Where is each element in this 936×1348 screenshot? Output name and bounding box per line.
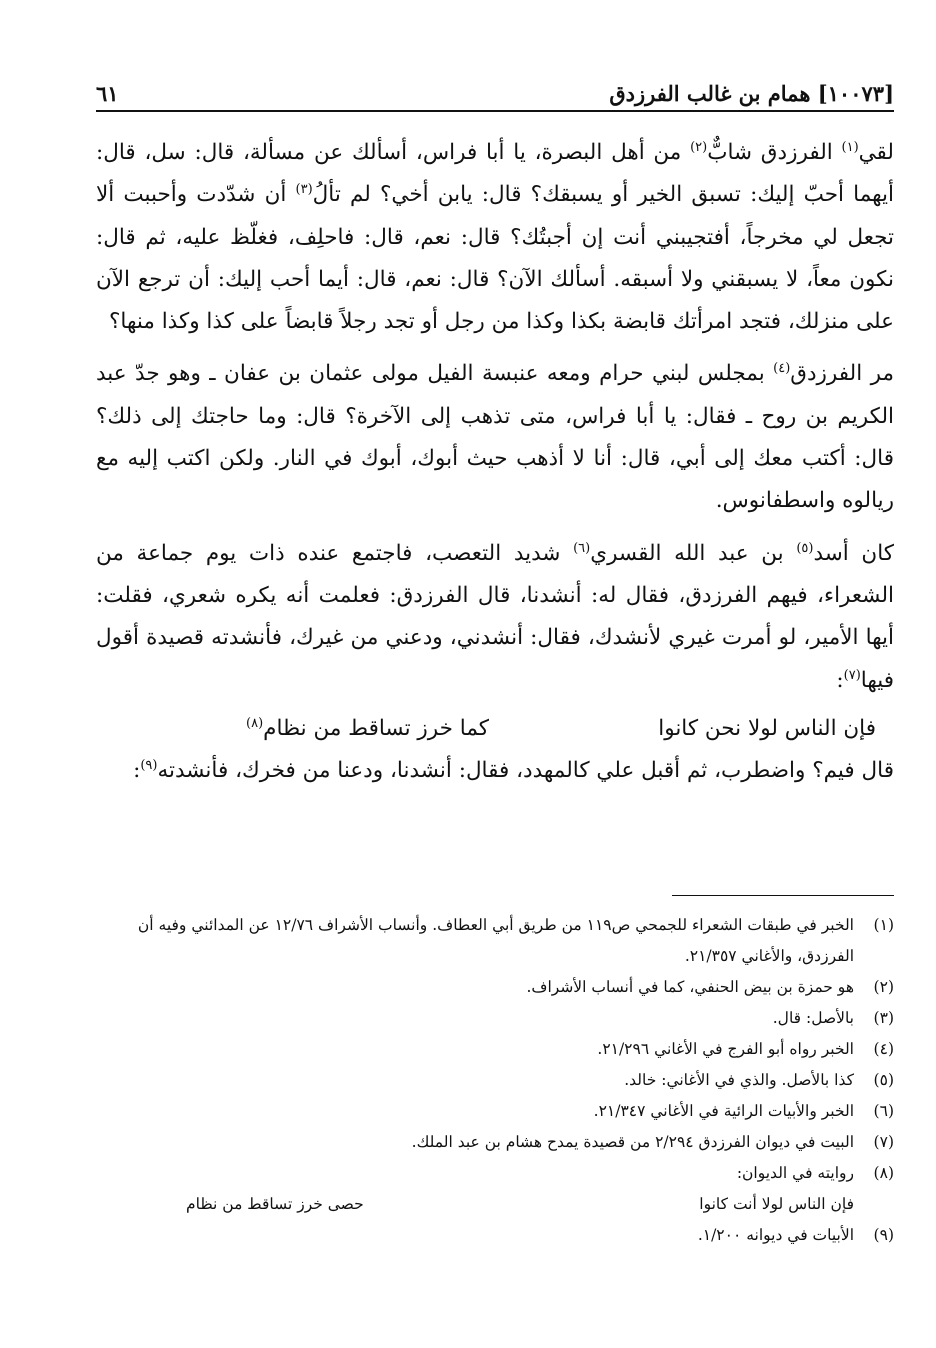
- footnote-verse-first: فإن الناس لولا أنت كانوا: [699, 1195, 854, 1213]
- footnote-ref: (٤): [773, 361, 791, 377]
- footnote-number: (٩): [873, 1226, 894, 1244]
- text-run: لقي: [858, 140, 894, 165]
- footnote-ref: (٨): [246, 715, 264, 731]
- footnote-ref: (٧): [843, 667, 861, 683]
- footnote: [96, 1034, 894, 1065]
- footnote-number: (٤): [873, 1040, 894, 1058]
- footnote-number: (٧): [873, 1133, 894, 1151]
- footnote-number: (٦): [873, 1102, 894, 1120]
- text-run: بن عبد الله القسري: [590, 540, 797, 566]
- header-title: [١٠٠٧٣] همام بن غالب الفرزدق: [609, 81, 894, 106]
- footnote-ref: (٥): [796, 540, 814, 556]
- verse-line: [96, 708, 894, 750]
- verse-second-hemistich: [246, 708, 489, 750]
- verse-second-text: كما خرز تساقط من نظام: [263, 715, 489, 741]
- footnote-ref: (٩): [140, 757, 158, 773]
- footnote: [96, 910, 894, 972]
- footnote-verse-second: حصى خرز تساقط من نظام: [186, 1195, 364, 1213]
- footnote-text: الخبر والأبيات الرائية في الأغاني ٢١/٣٤٧.: [593, 1102, 854, 1120]
- text-run: شديد التعصب، فاجتمع عنده ذات يوم جماعة من الشعراء، فيهم الفرزدق، فقال له: أنشدنا، قال الفرزدق: فعلمت أنه يكره شعري، فقلت: أيها الأمير، لو أمرت غيري لأنشدك، فقال: أنشدني، ودعني من غيرك، فأنشدته قصيدة أقول فيها: [96, 540, 894, 693]
- footnote-number: (٢): [873, 978, 894, 996]
- footnote-ref: (٦): [573, 540, 591, 556]
- page-number: ٦١: [96, 81, 119, 106]
- closing-paragraph: [96, 750, 894, 792]
- footnote: [96, 1158, 894, 1189]
- text-run: بمجلس لبني حرام ومعه عنبسة الفيل مولى عثمان بن عفان ـ وهو جدّ عبد الكريم بن روح ـ فقال: يا أبا فراس، متى تذهب إلى الآخرة؟ قال: وما حاجتك إلى ذلك؟ قال: أكتب معك إلى أبي، قال: أنا لا أذهب حيث أبوك، أبوك في النار. ولكن اكتب إليه مع ريالوه واسطفانوس.: [96, 361, 894, 514]
- footnote-text: البيت في ديوان الفرزدق ٢/٢٩٤ من قصيدة يمدح هشام بن عبد الملك.: [411, 1133, 854, 1151]
- text-run: كان أسد: [813, 540, 894, 566]
- text-run: الفرزدق شابٌّ: [707, 140, 842, 165]
- footnote-text: كذا بالأصل. والذي في الأغاني: خالد.: [624, 1071, 854, 1089]
- text-run: قال فيم؟ واضطرب، ثم أقبل علي كالمهدد، فقال: أنشدنا، ودعنا من فخرك، فأنشدته: [157, 757, 894, 783]
- running-header: [96, 66, 894, 112]
- text-run: :: [836, 667, 844, 693]
- footnote-ref: (١): [841, 139, 859, 155]
- paragraph: [96, 533, 894, 702]
- footnote-number: (١): [873, 916, 894, 934]
- footnote: [96, 1096, 894, 1127]
- main-text: [96, 132, 894, 792]
- footnote-ref: (٢): [690, 139, 708, 155]
- text-run: مر الفرزدق: [790, 361, 894, 387]
- footnote-text: بالأصل: قال.: [772, 1009, 854, 1027]
- footnote-number: (٥): [873, 1071, 894, 1089]
- footnote-text: روايته في الديوان:: [736, 1164, 854, 1182]
- footnote: [96, 1220, 894, 1251]
- footnote: [96, 1127, 894, 1158]
- footnote-verse: [96, 1189, 894, 1220]
- footnote-number: (٨): [873, 1164, 894, 1182]
- footnote-number: (٣): [873, 1009, 894, 1027]
- footnote-divider: [672, 895, 894, 896]
- text-run: من أهل البصرة، يا أبا فراس، أسألك عن مسألة، قال: سل، قال: أيهما أحبّ إليك: تسبق الخير أو يسبقك؟ قال: يابن أخي؟ لم تألُ: [96, 140, 895, 208]
- footnote: [96, 972, 894, 1003]
- verse-first-hemistich: فإن الناس لولا نحن كانوا: [658, 715, 876, 741]
- footnote: [96, 1003, 894, 1034]
- footnote: [96, 1065, 894, 1096]
- footnote-text: هو حمزة بن بيض الحنفي، كما في أنساب الأشراف.: [526, 978, 854, 996]
- footnote-text: الخبر رواه أبو الفرج في الأغاني ٢١/٢٩٦.: [597, 1040, 854, 1058]
- footnotes: [96, 910, 894, 1251]
- text-run: أن شدّدت وأحببت ألا تجعل لي مخرجاً، أفتجيبني أنت إن أجبتُك؟ قال: نعم، قال: فاحلِف، فغلّظ عليه، ثم قال: نكون معاً، لا يسبقني ولا أسبقه. أسألك الآن؟ قال: نعم، قال: أيما أحب إليك: أن ترجع الآن على منزلك، فتجد امرأتك قابضة بكذا وكذا من رجل أو تجد رجلاً قابضاً على كذا وكذا منها؟: [96, 182, 894, 335]
- footnote-text: الخبر في طبقات الشعراء للجمحي ص١١٩ من طريق أبي العطاف. وأنساب الأشراف ١٢/٧٦ عن المدائني وفيه أن الفرزدق، والأغاني ٢١/٣٥٧.: [137, 916, 854, 965]
- text-run: :: [133, 757, 141, 783]
- footnote-ref: (٣): [295, 182, 313, 198]
- paragraph: [96, 353, 894, 522]
- footnote-text: الأبيات في ديوانه ١/٢٠٠.: [697, 1226, 854, 1244]
- paragraph: [96, 132, 894, 343]
